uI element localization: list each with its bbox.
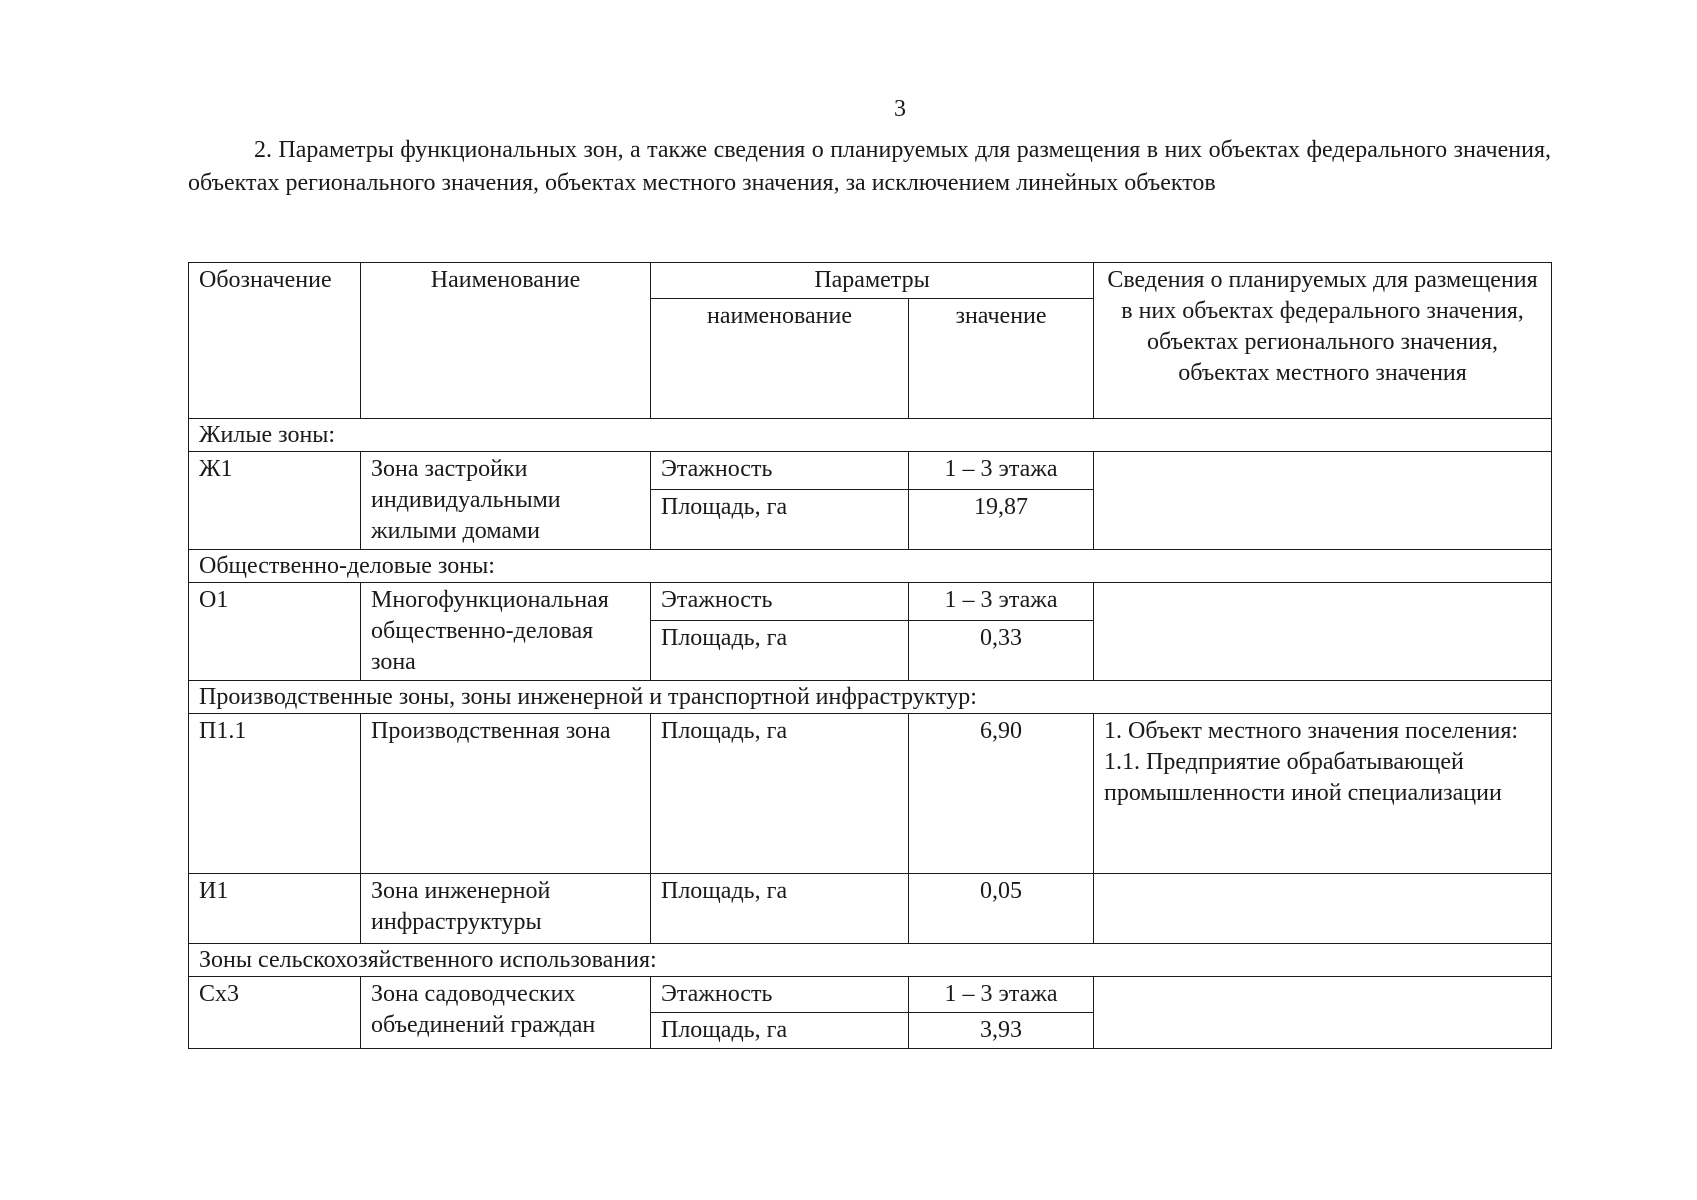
page-number: 3 — [894, 96, 906, 122]
zone-name: Зона садоводческих объединений граждан — [361, 977, 651, 1049]
header-designation: Обозначение — [189, 263, 361, 419]
param-name: Этажность — [651, 583, 909, 621]
zone-name: Зона застройки индивидуальными жилыми домами — [361, 452, 651, 550]
param-name: Этажность — [651, 977, 909, 1013]
zone-name: Зона инженерной инфраструктуры — [361, 874, 651, 944]
parameters-table — [188, 262, 1552, 1049]
zone-code: Ж1 — [189, 452, 361, 550]
section-title-agricultural: Зоны сельскохозяйственного использования: — [189, 944, 1552, 977]
param-name: Площадь, га — [651, 490, 909, 550]
param-name: Площадь, га — [651, 874, 909, 944]
zone-name: Производственная зона — [361, 714, 651, 874]
section-title-residential: Жилые зоны: — [189, 419, 1552, 452]
objects-line: 1.1. Предприятие обрабатывающей промышленности иной специализации — [1104, 749, 1502, 806]
header-name: Наименование — [361, 263, 651, 419]
section-title-business: Общественно-деловые зоны: — [189, 550, 1552, 583]
intro-paragraph: 2. Параметры функциональных зон, а также сведения о планируемых для размещения в них объектах федерального значения, объектах регионального значения, объектах местного значения, за исключением линейных объектов — [188, 137, 1551, 196]
zone-objects — [1094, 452, 1552, 550]
zone-name: Многофункциональная общественно-деловая зона — [361, 583, 651, 681]
param-value: 1 – 3 этажа — [909, 977, 1094, 1013]
param-name: Площадь, га — [651, 621, 909, 681]
header-parameters: Параметры — [651, 263, 1094, 299]
zone-objects — [1094, 583, 1552, 681]
zone-code: Сх3 — [189, 977, 361, 1049]
zone-code: О1 — [189, 583, 361, 681]
param-value: 6,90 — [909, 714, 1094, 874]
param-value: 0,05 — [909, 874, 1094, 944]
zone-code: И1 — [189, 874, 361, 944]
param-name: Площадь, га — [651, 1013, 909, 1049]
zone-objects — [1094, 874, 1552, 944]
param-name: Площадь, га — [651, 714, 909, 874]
param-value: 1 – 3 этажа — [909, 583, 1094, 621]
param-value: 0,33 — [909, 621, 1094, 681]
param-value: 19,87 — [909, 490, 1094, 550]
zone-objects — [1094, 714, 1552, 874]
param-value: 3,93 — [909, 1013, 1094, 1049]
header-planned-objects: Сведения о планируемых для размещения в них объектах федерального значения, объектах регионального значения, объектах местного значения — [1094, 263, 1552, 419]
param-value: 1 – 3 этажа — [909, 452, 1094, 490]
zone-objects — [1094, 977, 1552, 1049]
zone-code: П1.1 — [189, 714, 361, 874]
header-param-value: значение — [909, 299, 1094, 419]
header-param-name: наименование — [651, 299, 909, 419]
objects-line: 1. Объект местного значения поселения: — [1104, 718, 1519, 744]
param-name: Этажность — [651, 452, 909, 490]
section-title-industrial: Производственные зоны, зоны инженерной и транспортной инфраструктур: — [189, 681, 1552, 714]
